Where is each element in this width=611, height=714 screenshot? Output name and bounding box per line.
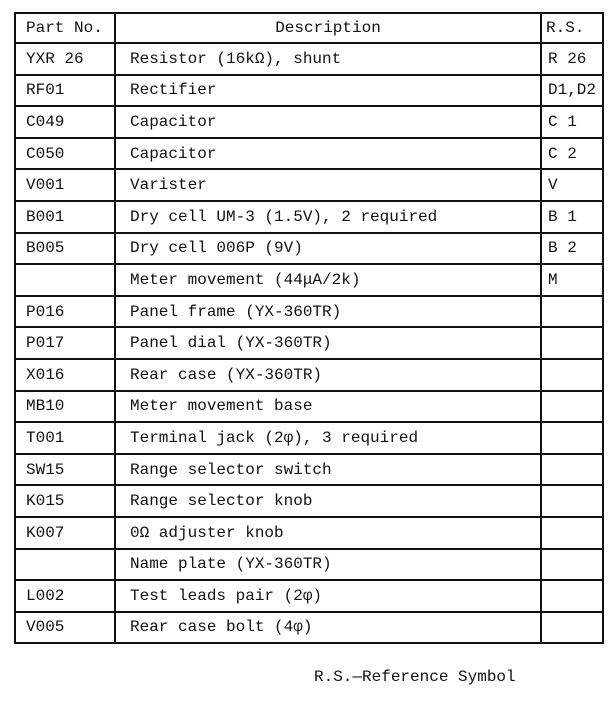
rs-cell: M: [541, 264, 603, 296]
table-row: [15, 75, 603, 107]
table-row: [15, 485, 603, 517]
part-no-cell: P017: [15, 327, 115, 359]
description-cell: Panel dial (YX-360TR): [115, 327, 541, 359]
rs-cell: [541, 422, 603, 454]
part-no-cell: [15, 264, 115, 296]
rs-cell: [541, 296, 603, 328]
rs-cell: R 26: [541, 43, 603, 75]
description-cell: Dry cell UM-3 (1.5V), 2 required: [115, 201, 541, 233]
header-description: Description: [115, 13, 541, 43]
table-body: [15, 43, 603, 643]
description-cell: Name plate (YX-360TR): [115, 549, 541, 581]
part-no-cell: V001: [15, 169, 115, 201]
description-cell: Terminal jack (2φ), 3 required: [115, 422, 541, 454]
description-cell: Rear case bolt (4φ): [115, 612, 541, 644]
part-no-cell: K007: [15, 517, 115, 549]
table-row: [15, 517, 603, 549]
rs-cell: [541, 359, 603, 391]
description-cell: Meter movement (44μA/2k): [115, 264, 541, 296]
table-row: [15, 359, 603, 391]
parts-list: [14, 12, 602, 644]
rs-cell: [541, 580, 603, 612]
table-row: [15, 422, 603, 454]
rs-cell: [541, 549, 603, 581]
part-no-cell: MB10: [15, 391, 115, 423]
description-cell: Rectifier: [115, 75, 541, 107]
part-no-cell: C050: [15, 138, 115, 170]
footnote: R.S.—Reference Symbol: [314, 668, 516, 686]
parts-table: [14, 12, 604, 644]
rs-cell: B 1: [541, 201, 603, 233]
description-cell: Varister: [115, 169, 541, 201]
table-row: [15, 549, 603, 581]
table-row: [15, 454, 603, 486]
part-no-cell: L002: [15, 580, 115, 612]
description-cell: Range selector knob: [115, 485, 541, 517]
description-cell: Range selector switch: [115, 454, 541, 486]
rs-cell: B 2: [541, 233, 603, 265]
table-row: [15, 391, 603, 423]
part-no-cell: B005: [15, 233, 115, 265]
header-rs: R.S.: [541, 13, 603, 43]
table-row: [15, 233, 603, 265]
part-no-cell: T001: [15, 422, 115, 454]
part-no-cell: C049: [15, 106, 115, 138]
rs-cell: [541, 612, 603, 644]
table-row: [15, 612, 603, 644]
description-cell: Meter movement base: [115, 391, 541, 423]
rs-cell: [541, 391, 603, 423]
rs-cell: V: [541, 169, 603, 201]
table-row: [15, 138, 603, 170]
description-cell: Capacitor: [115, 138, 541, 170]
description-cell: Panel frame (YX-360TR): [115, 296, 541, 328]
table-row: [15, 264, 603, 296]
part-no-cell: [15, 549, 115, 581]
description-cell: Rear case (YX-360TR): [115, 359, 541, 391]
table-row: [15, 43, 603, 75]
table-row: [15, 106, 603, 138]
description-cell: Capacitor: [115, 106, 541, 138]
part-no-cell: YXR 26: [15, 43, 115, 75]
table-row: [15, 580, 603, 612]
rs-cell: [541, 517, 603, 549]
description-cell: Resistor (16kΩ), shunt: [115, 43, 541, 75]
table-row: [15, 327, 603, 359]
part-no-cell: P016: [15, 296, 115, 328]
rs-cell: C 2: [541, 138, 603, 170]
table-header-row: [15, 13, 603, 43]
description-cell: Dry cell 006P (9V): [115, 233, 541, 265]
header-part-no: Part No.: [15, 13, 115, 43]
part-no-cell: X016: [15, 359, 115, 391]
part-no-cell: SW15: [15, 454, 115, 486]
table-row: [15, 296, 603, 328]
description-cell: Test leads pair (2φ): [115, 580, 541, 612]
rs-cell: [541, 327, 603, 359]
rs-cell: [541, 454, 603, 486]
rs-cell: D1,D2: [541, 75, 603, 107]
part-no-cell: B001: [15, 201, 115, 233]
part-no-cell: V005: [15, 612, 115, 644]
part-no-cell: RF01: [15, 75, 115, 107]
part-no-cell: K015: [15, 485, 115, 517]
rs-cell: [541, 485, 603, 517]
table-row: [15, 169, 603, 201]
description-cell: 0Ω adjuster knob: [115, 517, 541, 549]
rs-cell: C 1: [541, 106, 603, 138]
table-row: [15, 201, 603, 233]
